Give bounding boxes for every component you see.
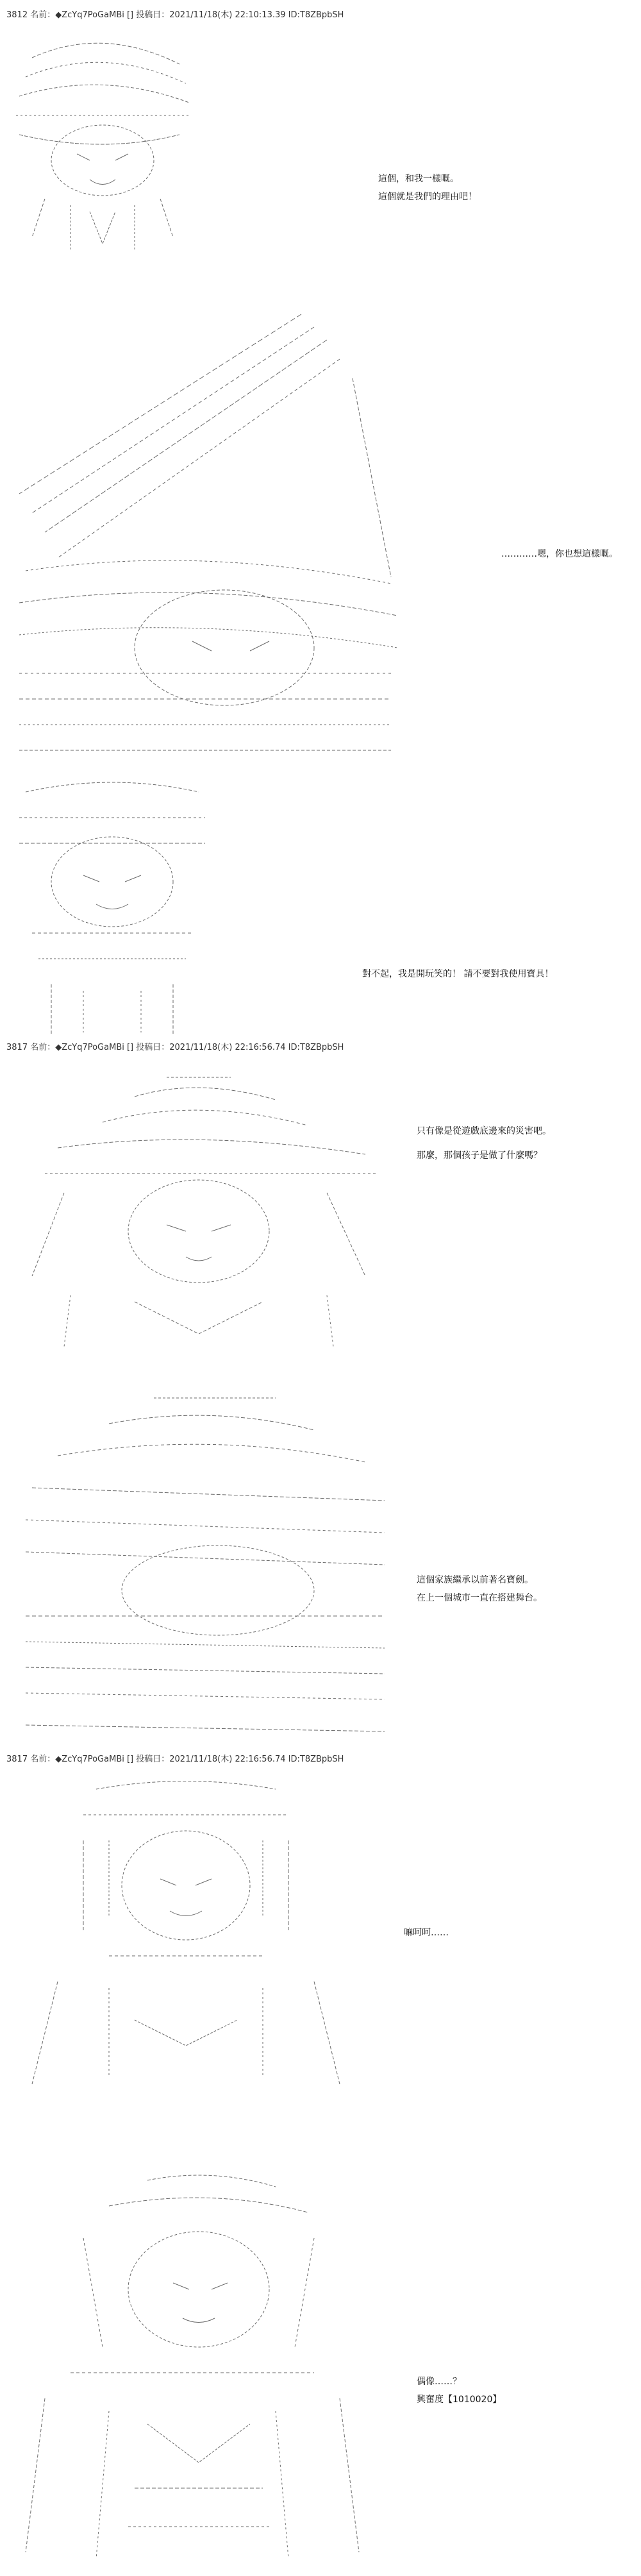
- ascii-art-character-smiling: [6, 26, 199, 253]
- dialogue-line: 嘛呵呵……: [404, 1928, 449, 1938]
- dialogue-lines: [501, 545, 618, 563]
- ascii-art-character-large: [6, 301, 404, 757]
- ascii-art-figure: [6, 2168, 378, 2572]
- dialogue-lines: [417, 2373, 501, 2409]
- dialogue-line: 這個家族繼承以前著名寶劍。: [417, 1575, 533, 1585]
- dialogue-line: 偶像……？: [417, 2377, 462, 2387]
- ascii-art-figure: [6, 1385, 391, 1744]
- dialogue-line: …………嗯，你也想這樣嘅。: [501, 549, 618, 559]
- ascii-art-figure: [6, 301, 404, 757]
- dialogue-line: 這個，和我一樣嘅。: [378, 174, 459, 184]
- ascii-art-character-laughing: [6, 1776, 365, 2129]
- dialogue-line: 興奮度【1010020】: [417, 2395, 502, 2405]
- ascii-art-character-bowing: [6, 1385, 391, 1744]
- dialogue-lines: [378, 170, 477, 206]
- ascii-art-character-apologizing: [6, 779, 218, 1039]
- dialogue-line: 只有像是從遊戲底邊來的災害吧。: [417, 1126, 551, 1136]
- dialogue-line: 在上一個城市一直在搭建舞台。: [417, 1593, 542, 1603]
- ascii-art-character-hat: [6, 1065, 391, 1353]
- post-header: 3812 名前：◆ZcYq7PoGaMBi [] 投稿日：2021/11/18(木) 22:10:13.39 ID:T8ZBpbSH: [6, 10, 344, 20]
- post-header: 3817 名前：◆ZcYq7PoGaMBi [] 投稿日：2021/11/18(木) 22:16:56.74 ID:T8ZBpbSH: [6, 1755, 344, 1764]
- post-header: 3817 名前：◆ZcYq7PoGaMBi [] 投稿日：2021/11/18(木) 22:16:56.74 ID:T8ZBpbSH: [6, 1043, 344, 1052]
- dialogue-lines: [417, 1571, 542, 1607]
- dialogue-lines: [362, 965, 553, 983]
- dialogue-lines: [417, 1122, 551, 1165]
- ascii-art-character-idol: [6, 2168, 378, 2572]
- dialogue-line: 那麼，那個孩子是做了什麼嗎？: [417, 1150, 542, 1161]
- ascii-art-figure: [6, 1776, 365, 2129]
- dialogue-lines: [404, 1924, 449, 1942]
- ascii-art-figure: [6, 1065, 391, 1353]
- ascii-art-figure: [6, 779, 218, 1039]
- dialogue-line: 這個就是我們的理由吧！: [378, 192, 477, 202]
- dialogue-line: 對不起，我是開玩笑的！ 請不要對我使用寶具！: [362, 969, 554, 979]
- ascii-art-figure: [6, 26, 199, 253]
